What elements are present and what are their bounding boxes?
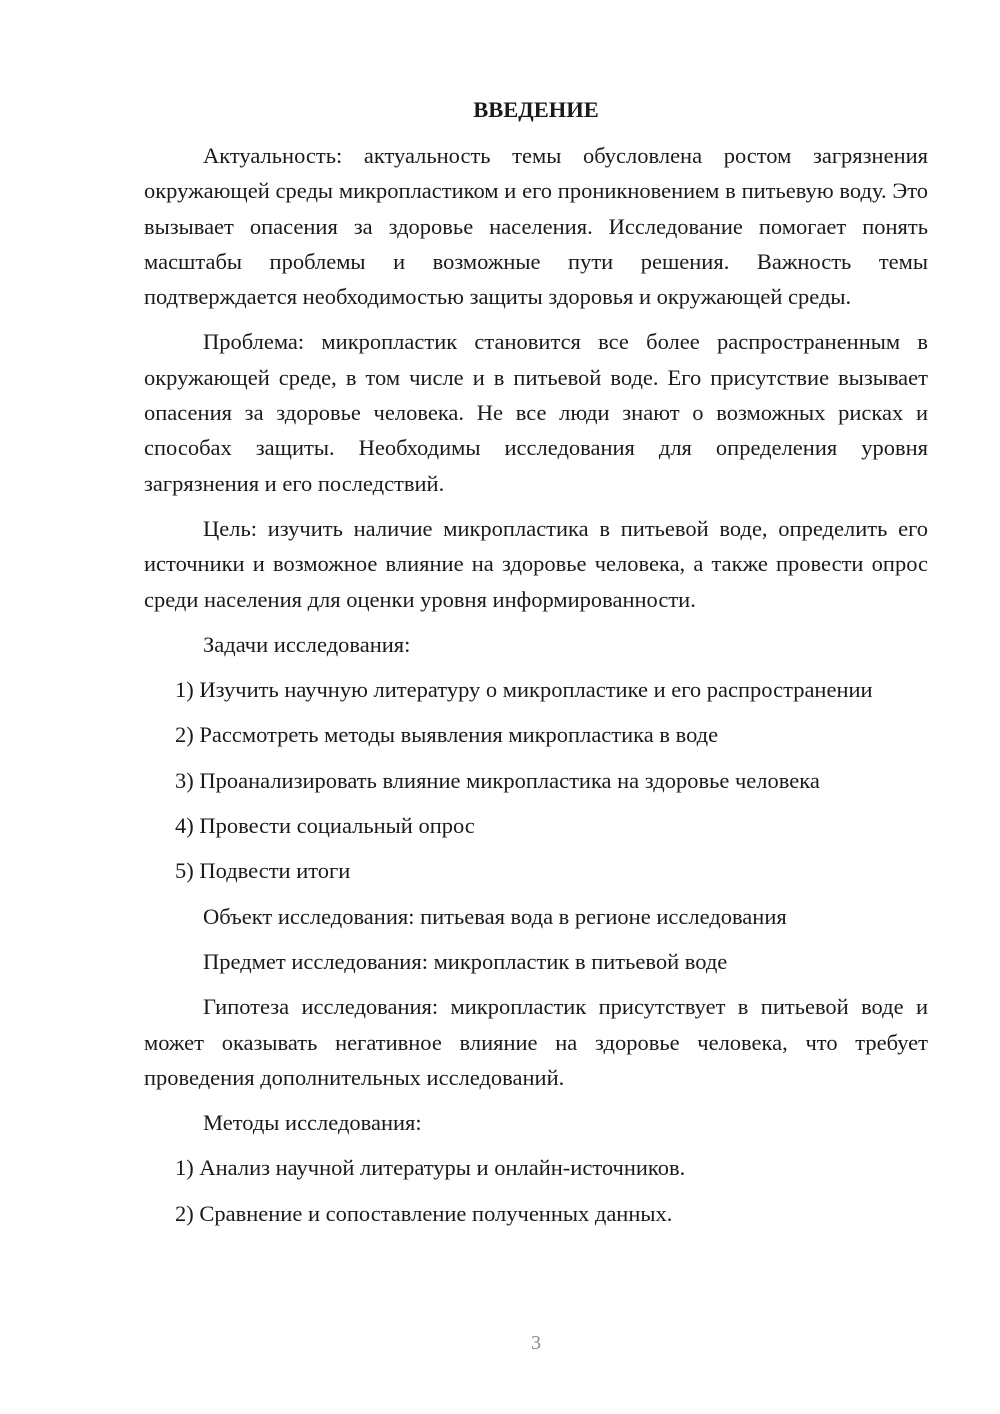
task-item: 3) Проанализировать влияние микропластика на здоровье человека [175,767,820,793]
paragraph-relevance: Актуальность: актуальность темы обусловлена ростом загрязнения окружающей среды микропластиком и его проникновением в питьевую воду. Это вызывает опасения за здоровье населения. Исследование помогает понять масштабы проблемы и возможные пути решения. Важность темы подтверждается необходимостью защиты здоровья и окружающей среды. [144,143,928,310]
method-item: 2) Сравнение и сопоставление полученных данных. [175,1200,673,1226]
paragraph-goal: Цель: изучить наличие микропластика в питьевой воде, определить его источники и возможное влияние на здоровье человека, а также провести опрос среди населения для оценки уровня информированности. [144,515,928,612]
task-item: 2) Рассмотреть методы выявления микропластика в воде [175,722,719,748]
section-heading: ВВЕДЕНИЕ [473,97,599,122]
methods-title: Методы исследования: [203,1110,422,1136]
paragraph-subject: Предмет исследования: микропластик в питьевой воде [203,948,728,974]
tasks-title: Задачи исследования: [203,631,411,657]
paragraph-object: Объект исследования: питьевая вода в регионе исследования [203,903,787,929]
task-item: 1) Изучить научную литературу о микропластике и его распространении [175,677,873,703]
task-item: 5) Подвести итоги [175,858,351,884]
page-number: 3 [531,1332,541,1354]
paragraph-problem: Проблема: микропластик становится все более распространенным в окружающей среде, в том числе и в питьевой воде. Его присутствие вызывает опасения за здоровье человека. Не все люди знают о возможных рисках и способах защиты. Необходимы исследования для определения уровня загрязнения и его последствий. [144,329,928,496]
page-content [144,92,928,1241]
task-item: 4) Провести социальный опрос [175,813,475,839]
paragraph-hypothesis: Гипотеза исследования: микропластик присутствует в питьевой воде и может оказывать негативное влияние на здоровье человека, что требует проведения дополнительных исследований. [144,994,928,1090]
method-item: 1) Анализ научной литературы и онлайн-источников. [175,1155,686,1181]
